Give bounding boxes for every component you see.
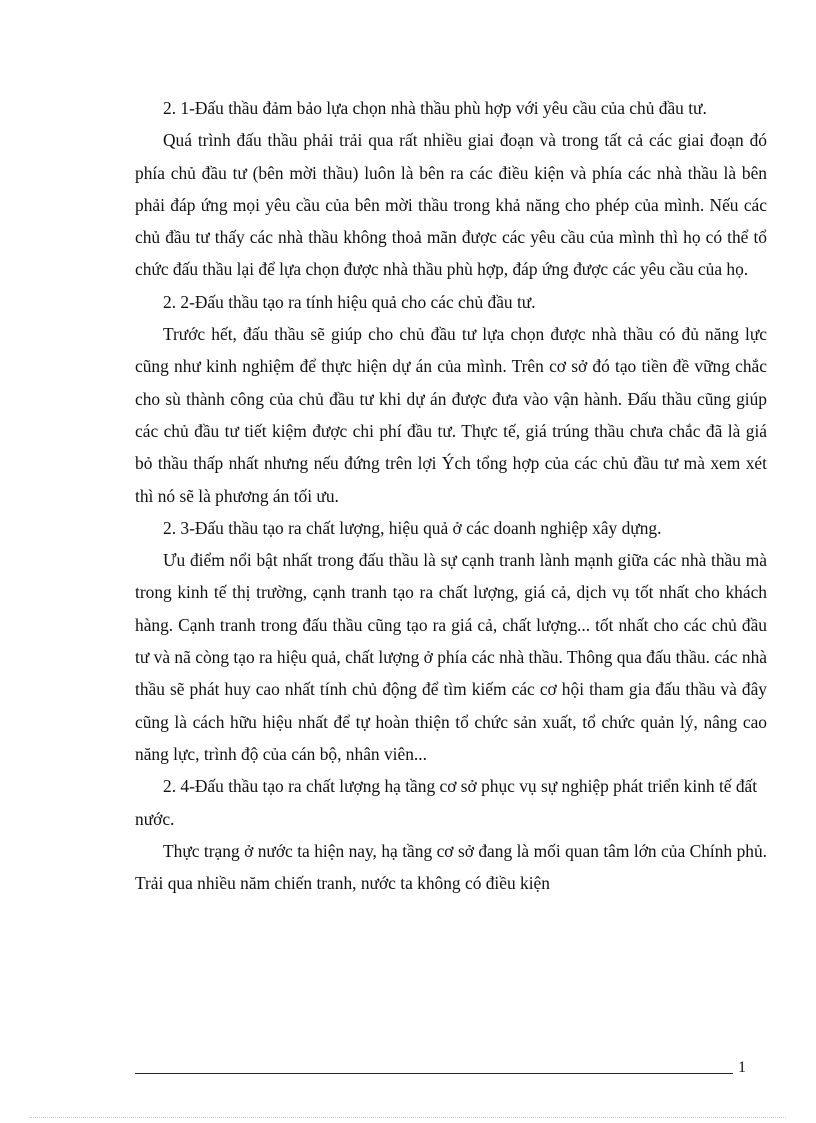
body-paragraph: Trước hết, đấu thầu sẽ giúp cho chủ đầu tư lựa chọn được nhà thầu có đủ năng lực cũng như kinh nghiệm để thực hiện dự án của mình. Trên cơ sở đó tạo tiền đề vững chắc cho sù thành công của chủ đầu tư khi dự án được đưa vào vận hành. Đấu thầu cũng giúp các chủ đầu tư tiết kiệm được chi phí đầu tư. Thực tế, giá trúng thầu chưa chắc đã là giá bỏ thầu thấp nhất nhưng nếu đứng trên lợi Ých tổng hợp của các chủ đầu tư mà xem xét thì nó sẽ là phương án tối ưu. <box>135 324 767 506</box>
section-heading-2-3: 2. 3-Đấu thầu tạo ra chất lượng, hiệu quả ở các doanh nghiệp xây dựng. <box>163 517 662 538</box>
body-paragraph: Ưu điểm nổi bật nhất trong đấu thầu là sự cạnh tranh lành mạnh giữa các nhà thầu mà trong kinh tế thị trường, cạnh tranh tạo ra chất lượng, giá cả, dịch vụ tốt nhất cho khách hàng. Cạnh tranh trong đấu thầu cũng tạo ra giá cả, chất lượng... tốt nhất cho các chủ đầu tư và nã còng tạo ra hiệu quả, chất lượng ở phía các nhà thầu. Thông qua đấu thầu. các nhà thầu sẽ phát huy cao nhất tính chủ động để tìm kiếm các cơ hội tham gia đấu thầu và đây cũng là cách hữu hiệu nhất để tự hoàn thiện tổ chức sản xuất, tổ chức quản lý, nâng cao năng lực, trình độ của cán bộ, nhân viên... <box>135 550 767 764</box>
section-heading-2-4: 2. 4-Đấu thầu tạo ra chất lượng hạ tầng cơ sở phục vụ sự nghiệp phát triển kinh tế đất nước. <box>135 776 758 829</box>
page-edge-divider <box>30 1117 786 1118</box>
body-paragraph: Quá trình đấu thầu phải trải qua rất nhiều giai đoạn và trong tất cả các giai đoạn đó phía chủ đầu tư (bên mời thầu) luôn là bên ra các điều kiện và phía các nhà thầu là bên phải đáp ứng mọi yêu cầu của bên mời thầu trong khả năng cho phép của mình. Nếu các chủ đầu tư thấy các nhà thầu không thoả mãn được các yêu cầu của mình thì họ có thể tổ chức đấu thầu lại để lựa chọn được nhà thầu phù hợp, đáp ứng được các yêu cầu của họ. <box>135 130 767 280</box>
document-body <box>135 92 767 899</box>
body-paragraph: Thực trạng ở nước ta hiện nay, hạ tầng cơ sở đang là mối quan tâm lớn của Chính phủ. Trải qua nhiều năm chiến tranh, nước ta không có điều kiện <box>135 840 767 894</box>
page-number: 1 <box>738 1059 746 1076</box>
section-heading-2-1: 2. 1-Đấu thầu đảm bảo lựa chọn nhà thầu phù hợp với yêu cầu của chủ đầu tư. <box>163 98 707 118</box>
section-heading-2-2: 2. 2-Đấu thầu tạo ra tính hiệu quả cho các chủ đầu tư. <box>163 291 536 312</box>
footer-rule <box>135 1073 733 1074</box>
